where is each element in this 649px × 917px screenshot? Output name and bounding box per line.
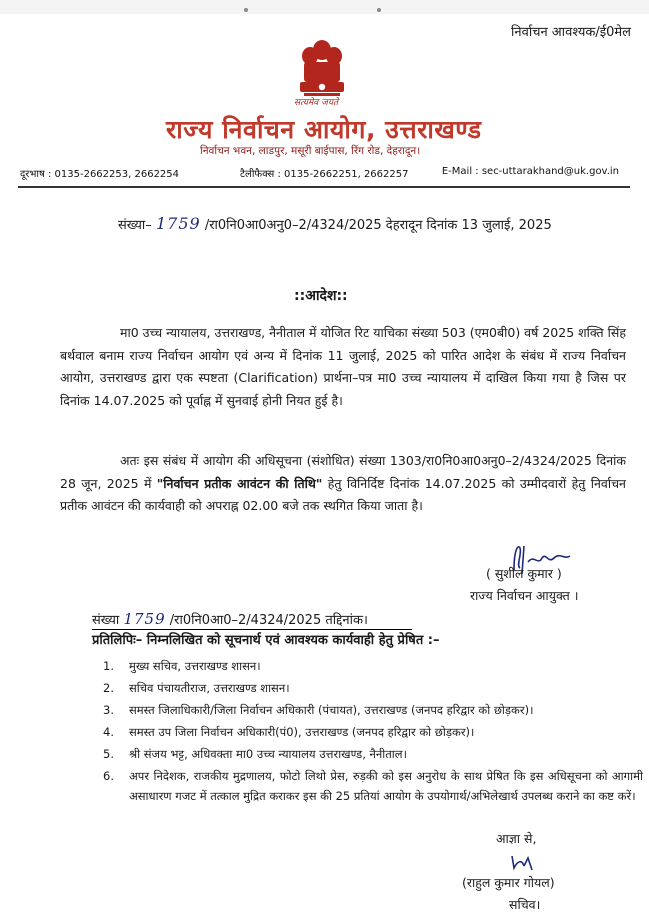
order-paragraph-2-emphasis: "निर्वाचन प्रतीक आवंटन की तिथि" xyxy=(156,475,323,491)
list-item: 6. अपर निदेशक, राजकीय मुद्रणालय, फोटो लिथो प्रेस, रुड़की को इस अनुरोध के साथ प्रेषित कि इस अधिसूचना को आगामी असाधारण गजट में तत्काल मुद्रित कराकर इस की 25 प्रतियां आयोग के उपयोगार्थ/अभिलेखार्थ उपलब्ध कराने का कष्ट करें। xyxy=(103,769,643,803)
reference-number-handwritten: 1759 xyxy=(155,214,201,233)
signature-icon xyxy=(508,852,548,874)
copy-reference-prefix: संख्या xyxy=(92,613,120,628)
order-paragraph-1-text: मा0 उच्च न्यायालय, उत्तराखण्ड, नैनीताल में योजित रिट याचिका संख्या 503 (एम0बी0) वर्ष 2025 शक्ति सिंह बर्थवाल बनाम राज्य निर्वाचन आयोग एवं अन्य में दिनांक 11 जुलाई, 2025 को पारित आदेश के संबंध में राज्य निर्वाचन आयोग, उत्तराखण्ड द्वारा एक स्पष्टता (Clarification) प्रार्थना–पत्र मा0 उच्च न्यायालय में दाखिल किया गया है जिस पर दिनांक 14.07.2025 को पूर्वाह्न में सुनवाई होनी नियत हुई है। xyxy=(60,325,626,408)
scan-dot xyxy=(244,8,248,12)
copy-to-heading: प्रतिलिपिः– निम्नलिखित को सूचनार्थ एवं आवश्यक कार्यवाही हेतु प्रेषित :– xyxy=(92,633,440,648)
order-heading: ::आदेश:: xyxy=(294,288,348,304)
signatory-name: ( सुशील कुमार ) xyxy=(486,566,562,581)
reference-prefix: संख्या– xyxy=(118,218,152,233)
email-address: E-Mail : sec-uttarakhand@uk.gov.in xyxy=(441,166,619,177)
organization-address: निर्वाचन भवन, लाडपुर, मसूरी बाईपास, रिंग रोड, देहरादून। xyxy=(200,145,421,157)
list-item: 1. मुख्य सचिव, उत्तराखण्ड शासन। xyxy=(103,659,261,673)
order-paragraph-1 xyxy=(60,322,626,412)
list-item: 3. समस्त जिलाधिकारी/जिला निर्वाचन अधिकारी (पंचायत), उत्तराखण्ड (जनपद हरिद्वार को छोड़कर)। xyxy=(103,703,534,717)
list-item: 2. सचिव पंचायतीराज, उत्तराखण्ड शासन। xyxy=(103,681,290,695)
order-paragraph-2-text-b: हेतु विनिर्दिष्ट दिनांक 14.07.2025 को उम्मीदवारों हेतु निर्वाचन प्रतीक आवंटन की कार्यवाही को अपराह्न 02.00 बजे तक स्थगित किया जाता है। xyxy=(60,475,626,513)
list-item: 4. समस्त उप जिला निर्वाचन अधिकारी(पं0), उत्तराखण्ड (जनपद हरिद्वार को छोड़कर)। xyxy=(103,725,475,739)
header-divider xyxy=(18,186,630,188)
emblem-motto: सत्यमेव जयते xyxy=(294,98,339,108)
copy-reference-number-handwritten: 1759 xyxy=(123,610,166,628)
phone-numbers: दूरभाष : 0135-2662253, 2662254 xyxy=(20,169,180,180)
order-paragraph-2-text-a: अतः इस संबंध में आयोग की अधिसूचना (संशोधित) संख्या 1303/रा0नि0आ0अनु0–2/4324/2025 दिनांक 28 जून, 2025 में xyxy=(60,453,626,491)
reference-tag: निर्वाचन आवश्यक/ई0मेल xyxy=(511,25,631,40)
copy-reference-details: /रा0नि0आ0–2/4324/2025 तद्दिनांक। xyxy=(169,613,368,628)
top-scan-edge xyxy=(0,0,649,14)
secretary-name: (राहुल कुमार गोयल) xyxy=(462,875,555,890)
reference-details: /रा0नि0आ0अनु0–2/4324/2025 देहरादून दिनांक 13 जुलाई, 2025 xyxy=(204,218,552,233)
order-paragraph-2 xyxy=(60,450,626,518)
copy-reference xyxy=(92,610,368,628)
signatory-title: राज्य निर्वाचन आयुक्त । xyxy=(470,588,579,603)
list-item: 5. श्री संजय भट्ट, अधिवक्ता मा0 उच्च न्यायालय उत्तराखण्ड, नैनीताल। xyxy=(103,747,407,761)
letter-reference xyxy=(118,214,552,233)
scan-dot xyxy=(377,8,381,12)
organization-title: राज्य निर्वाचन आयोग, उत्तराखण्ड xyxy=(166,115,482,144)
secretary-title: सचिव। xyxy=(509,897,541,912)
by-order-text: आज्ञा से, xyxy=(496,831,537,846)
fax-numbers: टैलीफैक्स : 0135-2662251, 2662257 xyxy=(240,169,409,180)
copy-to-list xyxy=(103,656,643,808)
